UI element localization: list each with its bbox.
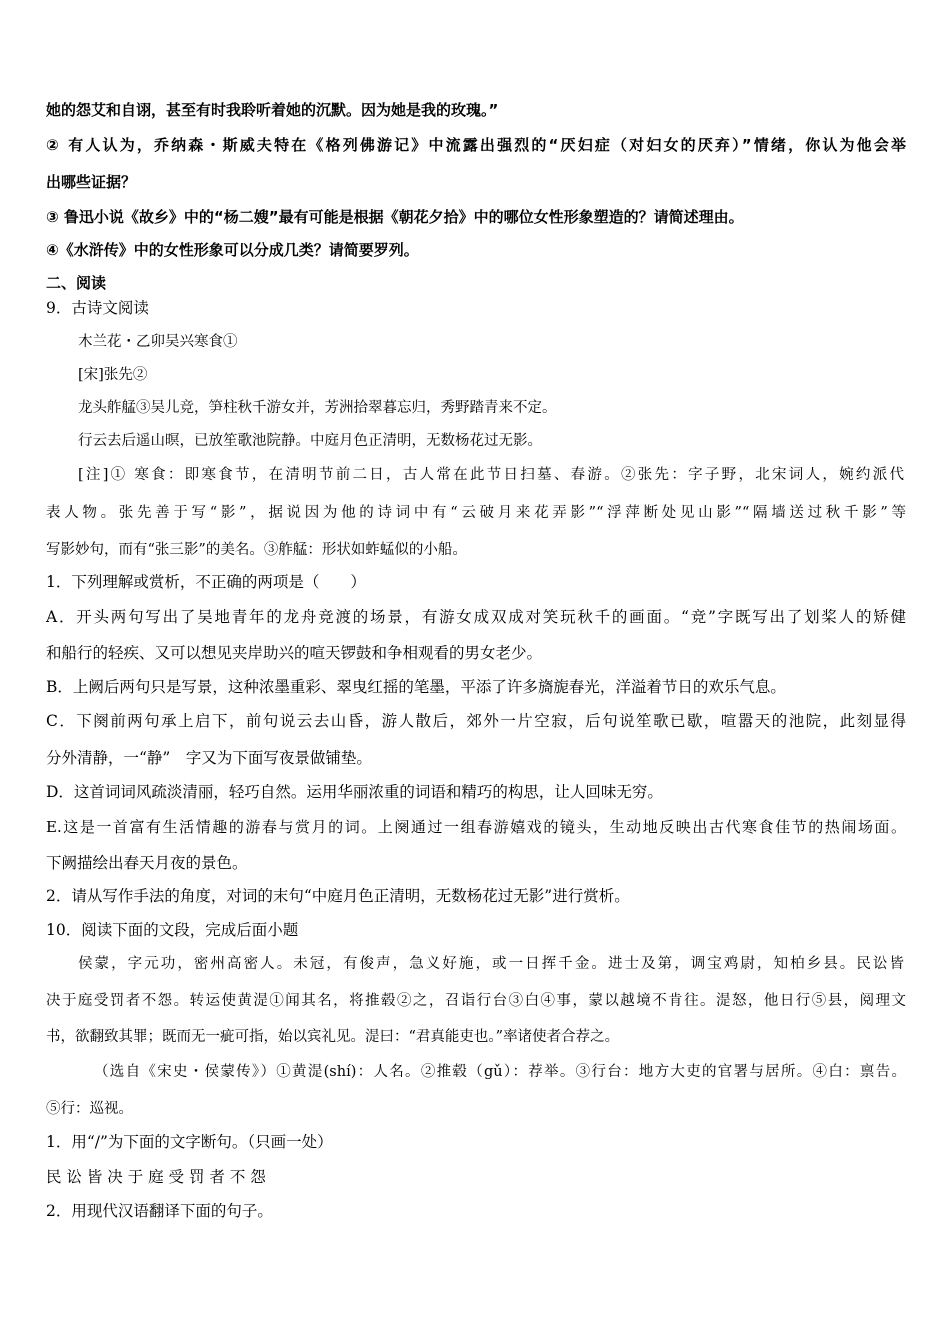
q10-2: 2．用现代汉语翻译下面的句子。 [46,1202,273,1220]
poem-line-1: 龙头舴艋③吴儿竞，笋柱秋千游女并，芳洲拾翠暮忘归，秀野踏青来不定。 [78,400,557,416]
option-a: A．开头两句写出了吴地青年的龙舟竞渡的场景，有游女成双成对笑玩秋千的画面。“竞”字既写出了划桨人的矫健 [46,608,906,626]
segmentation-text: 民 讼 皆 决 于 庭 受 罚 者 不 怨 [46,1168,266,1186]
question-2-cont: 出哪些证据？ [46,173,137,191]
section-heading-reading: 二、阅读 [46,274,107,292]
poem-note-3: 写影妙句，而有“张三影”的美名。③舴艋：形状如蚱蜢似的小船。 [46,542,467,558]
item-10-title: 10．阅读下面的文段，完成后面小题 [46,921,299,939]
option-c: C．下阕前两句承上启下，前句说云去山昏，游人散后，郊外一片空寂，后句说笙歌已歇，喧嚣天的池院，此刻显得 [46,712,906,730]
passage-source: （选自《宋史・侯蒙传》）①黄湜(shí)：人名。②推毂（gǔ）：荐举。③行台：地方大吏的官署与居所。④白：禀告。 [94,1064,906,1080]
passage-line-1: 侯蒙，字元功，密州高密人。未冠，有俊声，急义好施，或一日挥千金。进士及第，调宝鸡尉，知柏乡县。民讼皆 [78,956,904,972]
poem-title: 木兰花・乙卯吴兴寒食① [78,334,238,350]
question-3: ③ 鲁迅小说《故乡》中的“杨二嫂”最有可能是根据《朝花夕拾》中的哪位女性形象塑造的？请简述理由。 [46,208,744,226]
q9-1: 1．下列理解或赏析，不正确的两项是（ ） [46,573,366,591]
option-d: D．这首词词风疏淡清丽，轻巧自然。运用华丽浓重的词语和精巧的构思，让人回味无穷。 [46,783,663,801]
question-4: ④《水浒传》中的女性形象可以分成几类？请简要罗列。 [46,241,419,259]
item-9-title: 9．古诗文阅读 [46,299,149,317]
poem-line-2: 行云去后遥山暝，已放笙歌池院静。中庭月色正清明，无数杨花过无影。 [78,433,542,449]
question-2: ② 有人认为，乔纳森・斯威夫特在《格列佛游记》中流露出强烈的“厌妇症（对妇女的厌弃）”情绪，你认为他会举 [46,136,906,154]
option-b: B．上阙后两句只是写景，这种浓墨重彩、翠曳红摇的笔墨，平添了许多旖旎春光，洋溢着节日的欢乐气息。 [46,678,786,696]
option-a-cont: 和船行的轻疾、又可以想见夹岸助兴的喧天锣鼓和争相观看的男女老少。 [46,644,543,662]
poem-note-1: [注]① 寒食：即寒食节，在清明节前二日，古人常在此节日扫墓、春游。②张先：字子野，北宋词人，婉约派代 [78,467,904,483]
answer-line-1: 她的怨艾和自诩，甚至有时我聆听着她的沉默。因为她是我的玫瑰。” [46,101,499,119]
q9-2: 2．请从写作手法的角度，对词的末句“中庭月色正清明，无数杨花过无影”进行赏析。 [46,887,630,905]
poem-author: [宋]张先② [78,367,148,383]
passage-source-cont: ⑤行：巡视。 [46,1101,133,1117]
poem-note-2: 表人物。张先善于写“影”，据说因为他的诗词中有“云破月来花弄影”“浮萍断处见山影”“隔墙送过秋千影”等 [46,505,906,521]
passage-line-2: 决于庭受罚者不怨。转运使黄湜①闻其名，将推毂②之，召诣行台③白④事，蒙以越境不肯往。湜怒，他日行⑤县，阅理文 [46,993,906,1009]
passage-line-3: 书，欲翻致其罪；既而无一疵可指，始以宾礼见。湜曰：“君真能吏也。”率诸使者合荐之。 [46,1029,620,1045]
option-c-cont: 分外清静，一“静” 字又为下面写夜景做铺垫。 [46,749,372,767]
option-e-cont: 下阙描绘出春天月夜的景色。 [46,854,248,872]
q10-1: 1．用“/”为下面的文字断句。（只画一处） [46,1133,333,1151]
option-e: E.这是一首富有生活情趣的游春与赏月的词。上阕通过一组春游嬉戏的镜头，生动地反映出古代寒食佳节的热闹场面。 [46,818,906,836]
